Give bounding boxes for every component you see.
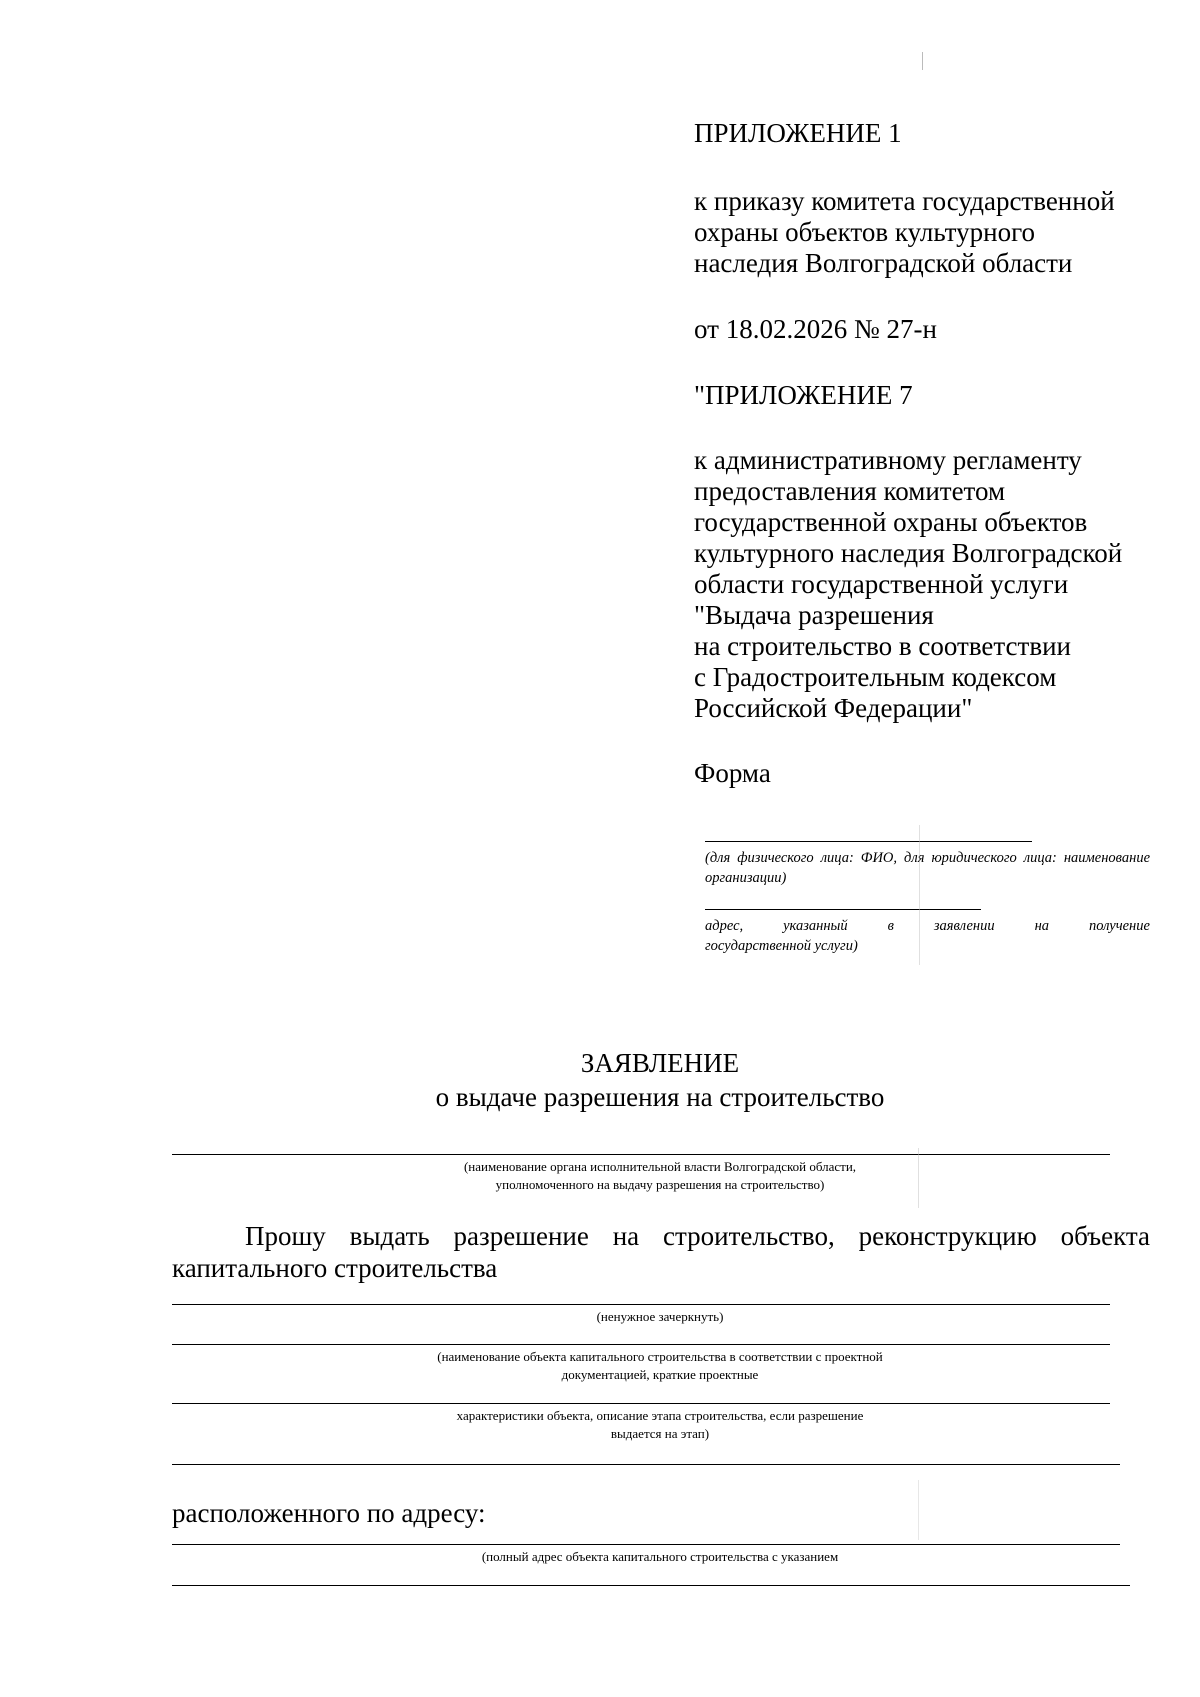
regulation-line: предоставления комитетом [694,476,1006,506]
regulation-line: на строительство в соответствии [694,631,1071,661]
regulation-line: государственной охраны объектов [694,507,1088,537]
regulation-line: к административному регламенту [694,445,1082,475]
address-caption: (полный адрес объекта капитального строительства с указанием [481,1549,839,1564]
characteristics-caption [300,1407,1020,1443]
object-caption-line: документацией, краткие проектные [561,1367,759,1382]
scan-artifact [919,825,920,965]
construction-type-line [172,1304,1110,1305]
scan-artifact [918,1480,919,1540]
order-line: к приказу комитета государственной [694,186,1115,216]
statement-heading: ЗАЯВЛЕНИЕ [580,1048,740,1078]
appendix-7-title: "ПРИЛОЖЕНИЕ 7 [694,380,913,410]
object-address-line [172,1544,1120,1545]
characteristics-caption-line: характеристики объекта, описание этапа строительства, если разрешение [456,1408,864,1423]
order-date: от 18.02.2026 № 27-н [694,314,937,344]
object-details-line [172,1403,1110,1404]
order-line: охраны объектов культурного [694,217,1035,247]
address-continuation-line [172,1585,1130,1586]
address-note-word: получение [1088,918,1150,934]
address-note-word: адрес, [705,918,744,934]
applicant-note: (для физического лица: ФИО, для юридического лица: наименование организации) [705,850,1150,886]
regulation-line: с Градостроительным кодексом [694,662,1057,692]
request-line-2: капитального строительства [172,1253,498,1283]
order-reference [694,186,1115,279]
extra-details-line [172,1464,1120,1465]
strike-caption: (ненужное зачеркнуть) [596,1309,724,1324]
scan-artifact [918,1148,919,1208]
address-note-word: на [1034,918,1050,934]
appendix-1-title: ПРИЛОЖЕНИЕ 1 [694,118,902,148]
object-caption [260,1348,1060,1384]
form-label: Форма [694,758,771,788]
object-caption-line: (наименование объекта капитального строительства в соответствии с проектной [437,1349,883,1364]
request-line-1: Прошу выдать разрешение на строительство, реконструкцию объекта [245,1221,1150,1251]
authority-caption-line: (наименование органа исполнительной власти Волгоградской области, [463,1159,857,1174]
regulation-line: области государственной услуги [694,569,1069,599]
address-note-line2: государственной услуги) [705,938,858,954]
statement-subheading: о выдаче разрешения на строительство [435,1082,885,1112]
regulation-line: "Выдача разрешения [694,600,934,630]
scan-artifact [922,52,923,70]
address-note-line1 [705,916,1150,936]
address-note-word: заявлении [933,918,995,934]
regulation-line: культурного наследия Волгоградской [694,538,1123,568]
characteristics-caption-line: выдается на этап) [610,1426,710,1441]
order-line: наследия Волгоградской области [694,248,1073,278]
regulation-line: Российской Федерации" [694,693,973,723]
address-line [705,909,981,910]
applicant-name-line [705,841,1032,842]
address-note-word: указанный [783,918,848,934]
location-label: расположенного по адресу: [172,1498,486,1528]
authority-caption-line: уполномоченного на выдачу разрешения на строительство) [495,1177,825,1192]
address-note-word: в [887,918,894,934]
regulation-reference [694,445,1122,724]
object-name-line [172,1344,1110,1345]
authority-name-line [172,1154,1110,1155]
authority-caption [300,1158,1020,1194]
